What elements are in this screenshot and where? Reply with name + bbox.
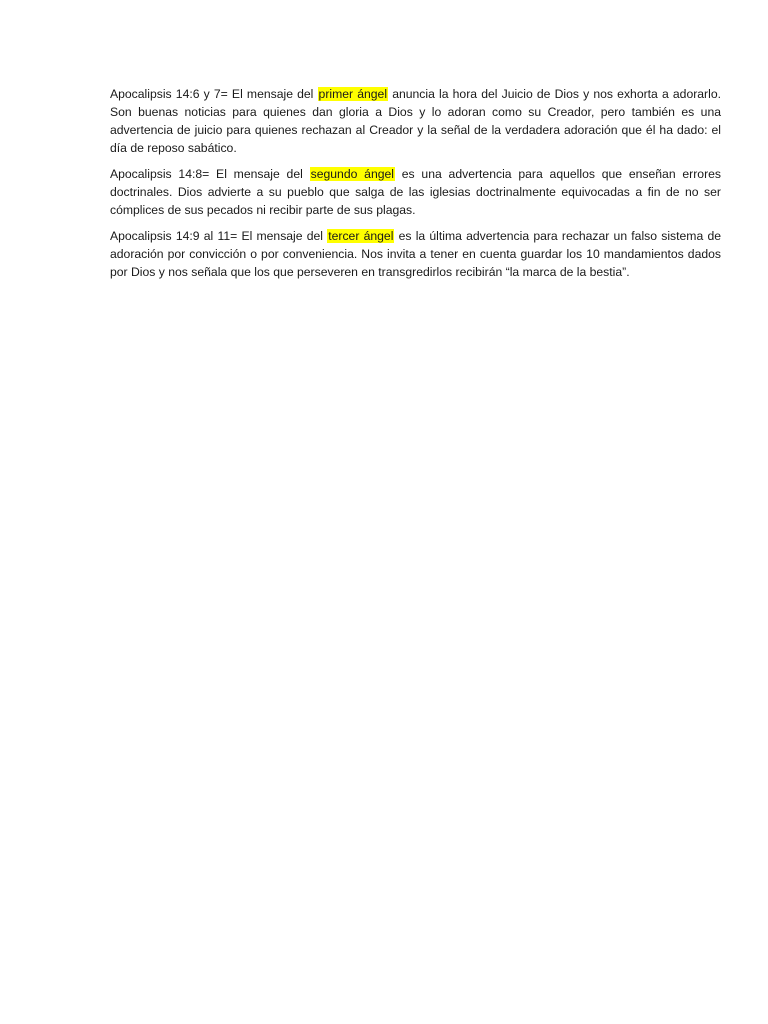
- document-body: [110, 85, 721, 289]
- highlighted-phrase: primer ángel: [318, 87, 388, 101]
- paragraph-text: Apocalipsis 14:6 y 7= El mensaje del: [110, 87, 318, 101]
- paragraph-segundo-angel: [110, 165, 721, 219]
- highlighted-phrase: tercer ángel: [328, 229, 394, 243]
- paragraph-text: Apocalipsis 14:8= El mensaje del: [110, 167, 310, 181]
- paragraph-text: Apocalipsis 14:9 al 11= El mensaje del: [110, 229, 328, 243]
- paragraph-tercer-angel: [110, 227, 721, 281]
- paragraph-text: es una advertencia para aquellos que enseñan errores doctrinales. Dios advierte a su pueblo que salga de las iglesias doctrinalmente equivocadas a fin de no ser cómplices de sus pecados ni recibir parte de sus plagas.: [110, 167, 722, 217]
- paragraph-text: es la última advertencia para rechazar un falso sistema de adoración por convicción o por conveniencia. Nos invita a tener en cuenta guardar los 10 mandamientos dados por Dios y nos señala que los que perseveren en transgredirlos recibirán “la marca de la bestia”.: [110, 229, 722, 279]
- paragraph-primer-angel: [110, 85, 721, 157]
- highlighted-phrase: segundo ángel: [310, 167, 394, 181]
- paragraph-text: anuncia la hora del Juicio de Dios y nos exhorta a adorarlo. Son buenas noticias para quienes dan gloria a Dios y lo adoran como su Creador, pero también es una advertencia de juicio para quienes rechazan al Creador y la señal de la verdadera adoración que él ha dado: el día de reposo sabático.: [110, 87, 721, 155]
